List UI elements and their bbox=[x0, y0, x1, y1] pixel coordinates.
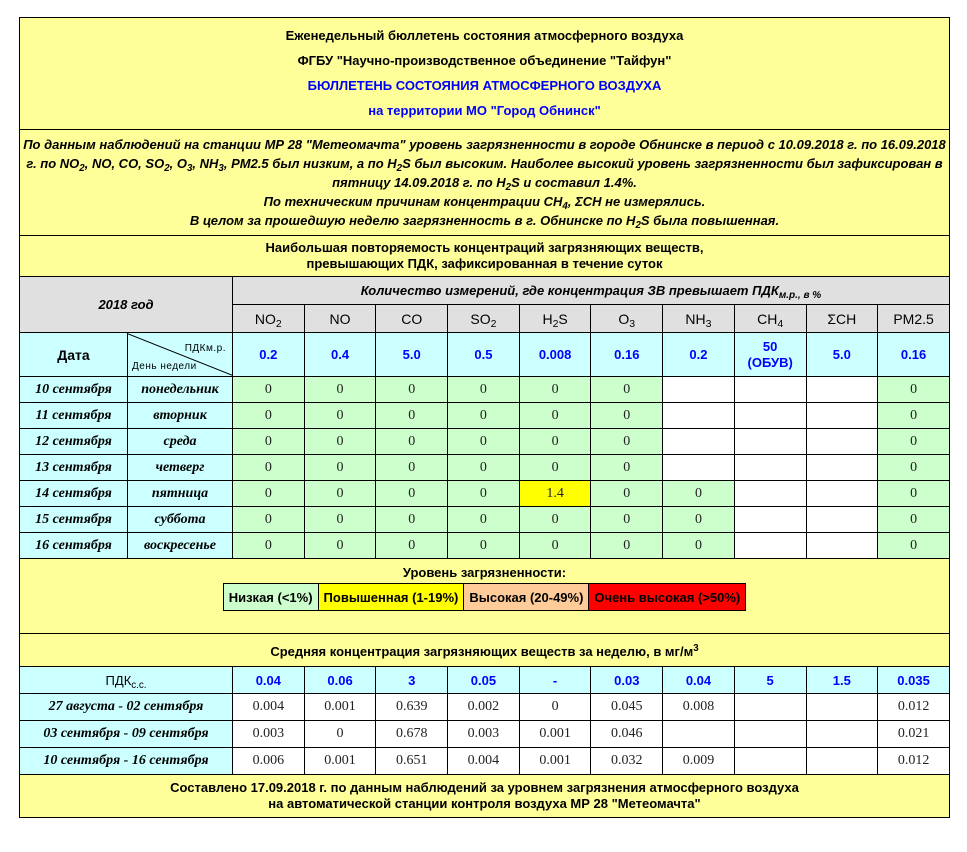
exceedance-value bbox=[734, 455, 806, 481]
exceedance-value: 0 bbox=[878, 455, 950, 481]
pdk-mr-number: 0.16 bbox=[900, 346, 927, 362]
average-value: 0.012 bbox=[878, 694, 950, 721]
average-value: 0.046 bbox=[591, 721, 663, 748]
diagonal-header-cell bbox=[128, 333, 233, 377]
exceedance-value: 0 bbox=[448, 481, 520, 507]
exceedance-value: 0 bbox=[376, 429, 448, 455]
exceedance-value: 0 bbox=[878, 403, 950, 429]
row-weekday: воскресенье bbox=[128, 533, 233, 559]
exceedance-value: 0 bbox=[233, 481, 305, 507]
exceedance-value: 0 bbox=[233, 403, 305, 429]
exceedance-value bbox=[806, 481, 878, 507]
exceedance-value: 0 bbox=[233, 429, 305, 455]
exceedance-value bbox=[734, 481, 806, 507]
exceedance-value bbox=[806, 533, 878, 559]
pdk-mr-number: 50 bbox=[762, 338, 778, 354]
average-value: 0.678 bbox=[376, 721, 448, 748]
legend-item: Повышенная (1-19%) bbox=[318, 584, 464, 611]
average-value bbox=[734, 721, 806, 748]
pdk-ss-value: 5 bbox=[734, 667, 806, 694]
pdk-ss-value: 3 bbox=[376, 667, 448, 694]
exceedance-value: 0 bbox=[304, 533, 376, 559]
pollutant-name: CH bbox=[757, 310, 778, 327]
pdk-ss-value: 0.04 bbox=[663, 667, 735, 694]
pollutant-name: ΣCH bbox=[827, 310, 857, 327]
pdk-mr-number: 0.008 bbox=[538, 346, 572, 362]
pollutant-header bbox=[734, 305, 806, 333]
exceedance-title-line-1: Наибольшая повторяемость концентраций загрязняющих веществ, bbox=[265, 240, 704, 255]
row-date: 10 сентября bbox=[20, 377, 128, 403]
row-date: 16 сентября bbox=[20, 533, 128, 559]
exceedance-value: 0 bbox=[233, 533, 305, 559]
footer-line-1: Составлено 17.09.2018 г. по данным наблюдений за уровнем загрязнения атмосферного воздуха bbox=[170, 780, 799, 795]
exceedance-value: 0 bbox=[591, 507, 663, 533]
exceedance-value: 0 bbox=[663, 533, 735, 559]
average-value bbox=[806, 694, 878, 721]
pollutant-subscript: 3 bbox=[705, 317, 712, 330]
average-value: 0.001 bbox=[519, 748, 591, 775]
pdk-mr-value bbox=[376, 333, 448, 377]
exceedance-value: 0 bbox=[591, 377, 663, 403]
pollutant-subscript: 3 bbox=[629, 317, 636, 330]
summary-paragraph-3: В целом за прошедшую неделю загрязненность в г. Обнинске по $H_2S$ была повышенная. bbox=[189, 213, 780, 231]
table-row bbox=[20, 748, 950, 775]
exceedance-value: 0 bbox=[233, 455, 305, 481]
exceedance-value bbox=[806, 507, 878, 533]
pollutant-header bbox=[663, 305, 735, 333]
pollutant-header bbox=[233, 305, 305, 333]
pollutant-name: NH bbox=[685, 310, 706, 327]
pdk-mr-value bbox=[519, 333, 591, 377]
exceedance-value: 0 bbox=[376, 481, 448, 507]
exceedance-value: 0 bbox=[233, 507, 305, 533]
exceedance-group-header: Количество измерений, где концентрация ЗВ превышает $ПДК_{м.р., в \%}$ bbox=[233, 277, 950, 305]
pdk-ss-value: 1.5 bbox=[806, 667, 878, 694]
pollutant-header bbox=[376, 305, 448, 333]
pdk-mr-value bbox=[448, 333, 520, 377]
average-value: 0.012 bbox=[878, 748, 950, 775]
exceedance-value bbox=[663, 403, 735, 429]
pdk-ss-value: 0.035 bbox=[878, 667, 950, 694]
exceedance-value bbox=[734, 377, 806, 403]
pdk-mr-number: 0.4 bbox=[330, 346, 350, 362]
table-row bbox=[20, 455, 950, 481]
exceedance-value: 0 bbox=[878, 507, 950, 533]
pollutant-name: CO bbox=[401, 310, 423, 327]
exceedance-value: 0 bbox=[519, 533, 591, 559]
exceedance-value: 0 bbox=[304, 377, 376, 403]
average-value: 0.639 bbox=[376, 694, 448, 721]
exceedance-title-line-2: превышающих ПДК, зафиксированная в течение суток bbox=[306, 256, 663, 271]
average-value bbox=[734, 748, 806, 775]
average-value bbox=[663, 721, 735, 748]
average-value: 0.001 bbox=[304, 748, 376, 775]
row-weekday: суббота bbox=[128, 507, 233, 533]
exceedance-value: 0 bbox=[376, 377, 448, 403]
header-organization: ФГБУ "Научно-производственное объединение "Тайфун" bbox=[297, 53, 672, 68]
pdk-mr-number: 0.5 bbox=[474, 346, 493, 362]
average-value: 0.004 bbox=[448, 748, 520, 775]
pollutant-header bbox=[878, 305, 950, 333]
exceedance-value: 0 bbox=[591, 403, 663, 429]
pdk-ss-label: $ПДК_{с.с.}$ bbox=[20, 667, 233, 694]
exceedance-value: 0 bbox=[448, 455, 520, 481]
exceedance-value: 0 bbox=[304, 507, 376, 533]
row-weekday: вторник bbox=[128, 403, 233, 429]
table-row bbox=[20, 533, 950, 559]
exceedance-value: 0 bbox=[519, 377, 591, 403]
exceedance-value bbox=[734, 533, 806, 559]
pdk-mr-number: 5.0 bbox=[402, 346, 421, 362]
legend-item: Низкая (<1%) bbox=[223, 584, 318, 611]
pollutant-name: H bbox=[542, 310, 553, 327]
exceedance-value: 0 bbox=[519, 507, 591, 533]
pdk-mr-value bbox=[878, 333, 950, 377]
average-value: 0.651 bbox=[376, 748, 448, 775]
average-value: 0.001 bbox=[519, 721, 591, 748]
pollutant-name: SO bbox=[470, 310, 491, 327]
exceedance-value: 0 bbox=[591, 481, 663, 507]
pdk-mr-value bbox=[806, 333, 878, 377]
row-date: 15 сентября bbox=[20, 507, 128, 533]
pdk-mr-value bbox=[663, 333, 735, 377]
exceedance-value bbox=[734, 507, 806, 533]
exceedance-value: 0 bbox=[663, 507, 735, 533]
exceedance-value bbox=[663, 377, 735, 403]
pdk-mr-number: 0.2 bbox=[689, 346, 708, 362]
legend-title: Уровень загрязненности: bbox=[402, 565, 567, 580]
exceedance-value: 0 bbox=[878, 481, 950, 507]
table-row bbox=[20, 721, 950, 748]
exceedance-value bbox=[663, 429, 735, 455]
date-header: Дата bbox=[20, 333, 128, 377]
exceedance-value: 0 bbox=[376, 403, 448, 429]
pollutant-subscript: 2 bbox=[490, 317, 497, 330]
pollutant-name: NO bbox=[329, 310, 351, 327]
exceedance-value bbox=[806, 429, 878, 455]
pdk-ss-value: 0.05 bbox=[448, 667, 520, 694]
table-row bbox=[20, 377, 950, 403]
table-row bbox=[20, 403, 950, 429]
summary-text bbox=[20, 130, 950, 236]
exceedance-value: 0 bbox=[376, 533, 448, 559]
exceedance-section-title bbox=[20, 236, 950, 277]
pdk-ss-value: 0.04 bbox=[233, 667, 305, 694]
pollutant-name: NO bbox=[254, 310, 276, 327]
footer-line-2: на автоматической станции контроля воздуха МР 28 "Метеомачта" bbox=[268, 796, 701, 811]
pollutant-subscript: 2 bbox=[275, 317, 282, 330]
pdk-mr-value bbox=[591, 333, 663, 377]
pollutant-header bbox=[448, 305, 520, 333]
average-value: 0 bbox=[519, 694, 591, 721]
pdk-ss-value: 0.03 bbox=[591, 667, 663, 694]
row-period: 10 сентября - 16 сентября bbox=[20, 748, 233, 775]
table-row bbox=[20, 507, 950, 533]
exceedance-value bbox=[806, 377, 878, 403]
average-section-title: Средняя концентрация загрязняющих веществ за неделю, в $мг/м^3$ bbox=[20, 634, 950, 667]
weekday-label: День недели bbox=[132, 361, 197, 372]
exceedance-value: 0 bbox=[304, 455, 376, 481]
row-weekday: среда bbox=[128, 429, 233, 455]
exceedance-value bbox=[663, 455, 735, 481]
average-value bbox=[806, 721, 878, 748]
exceedance-value: 0 bbox=[878, 377, 950, 403]
exceedance-value: 0 bbox=[878, 429, 950, 455]
row-date: 14 сентября bbox=[20, 481, 128, 507]
exceedance-value: 0 bbox=[304, 429, 376, 455]
pdk-ss-value: 0.06 bbox=[304, 667, 376, 694]
row-period: 27 августа - 02 сентября bbox=[20, 694, 233, 721]
row-date: 11 сентября bbox=[20, 403, 128, 429]
row-date: 13 сентября bbox=[20, 455, 128, 481]
exceedance-value bbox=[734, 403, 806, 429]
row-date: 12 сентября bbox=[20, 429, 128, 455]
exceedance-value: 0 bbox=[376, 455, 448, 481]
average-value: 0.003 bbox=[448, 721, 520, 748]
exceedance-value bbox=[806, 403, 878, 429]
exceedance-value: 0 bbox=[878, 533, 950, 559]
exceedance-value: 1.4 bbox=[519, 481, 591, 507]
exceedance-value: 0 bbox=[519, 455, 591, 481]
year-header: 2018 год bbox=[20, 277, 233, 333]
average-value: 0.009 bbox=[663, 748, 735, 775]
header-title: Еженедельный бюллетень состояния атмосферного воздуха bbox=[285, 28, 684, 43]
exceedance-value: 0 bbox=[519, 403, 591, 429]
pdk-mr-label: ПДКм.р. bbox=[184, 343, 226, 354]
pollutant-name: O bbox=[618, 310, 630, 327]
exceedance-value: 0 bbox=[448, 507, 520, 533]
exceedance-value: 0 bbox=[448, 533, 520, 559]
exceedance-value: 0 bbox=[304, 481, 376, 507]
average-value: 0.004 bbox=[233, 694, 305, 721]
row-period: 03 сентября - 09 сентября bbox=[20, 721, 233, 748]
pollutant-header bbox=[304, 305, 376, 333]
exceedance-value: 0 bbox=[448, 403, 520, 429]
average-value bbox=[734, 694, 806, 721]
pollutant-subscript: 2 bbox=[552, 317, 559, 330]
pdk-ss-value: - bbox=[519, 667, 591, 694]
row-weekday: понедельник bbox=[128, 377, 233, 403]
pdk-mr-note: (ОБУВ) bbox=[747, 354, 793, 370]
summary-paragraph-2: По техническим причинам концентрации $CH_4$, ΣCH не измерялись. bbox=[263, 194, 706, 212]
legend-item: Очень высокая (>50%) bbox=[589, 584, 746, 611]
bulletin bbox=[19, 17, 949, 818]
average-value: 0.001 bbox=[304, 694, 376, 721]
exceedance-value: 0 bbox=[304, 403, 376, 429]
header-bulletin-title: БЮЛЛЕТЕНЬ СОСТОЯНИЯ АТМОСФЕРНОГО ВОЗДУХА bbox=[307, 78, 662, 93]
exceedance-value: 0 bbox=[376, 507, 448, 533]
bulletin-table bbox=[19, 17, 950, 818]
pdk-mr-number: 0.2 bbox=[259, 346, 278, 362]
legend-item: Высокая (20-49%) bbox=[464, 584, 589, 611]
average-value: 0.006 bbox=[233, 748, 305, 775]
pollutant-header bbox=[519, 305, 591, 333]
pollutant-subscript: 4 bbox=[777, 317, 784, 330]
average-value: 0.008 bbox=[663, 694, 735, 721]
exceedance-value: 0 bbox=[448, 429, 520, 455]
exceedance-value: 0 bbox=[591, 455, 663, 481]
table-row bbox=[20, 481, 950, 507]
exceedance-value: 0 bbox=[519, 429, 591, 455]
bulletin-footer bbox=[20, 775, 950, 818]
header-territory: на территории МО "Город Обнинск" bbox=[368, 103, 601, 118]
bulletin-header bbox=[20, 18, 950, 130]
pollutant-name-tail: S bbox=[558, 310, 568, 327]
average-value bbox=[806, 748, 878, 775]
pdk-mr-value bbox=[233, 333, 305, 377]
pollutant-name: PM2.5 bbox=[893, 310, 934, 327]
pdk-mr-number: 0.16 bbox=[614, 346, 640, 362]
row-weekday: пятница bbox=[128, 481, 233, 507]
exceedance-value bbox=[806, 455, 878, 481]
average-value: 0 bbox=[304, 721, 376, 748]
pollutant-header bbox=[806, 305, 878, 333]
average-value: 0.003 bbox=[233, 721, 305, 748]
legend-table bbox=[223, 583, 747, 611]
table-row bbox=[20, 694, 950, 721]
pollution-level-legend bbox=[20, 559, 950, 634]
pollutant-header bbox=[591, 305, 663, 333]
exceedance-value: 0 bbox=[448, 377, 520, 403]
table-row bbox=[20, 429, 950, 455]
average-value: 0.002 bbox=[448, 694, 520, 721]
summary-paragraph-1: По данным наблюдений на станции МР 28 "Метеомачта" уровень загрязненности в городе Обнинске в период с 10.09.2018 г. по 16.09.2018 г. по $NO_2$, NO, CO, $SO_2$, $O_3$, $NH_3$, PM2.5 был низким, а по $H_2S$ был высоким. Наиболее высокий уровень загрязненности был зафиксирован в пятницу 14.09.2018 г. по $H_2S$ и составил 1.4%. bbox=[23, 137, 946, 193]
average-value: 0.032 bbox=[591, 748, 663, 775]
average-value: 0.021 bbox=[878, 721, 950, 748]
average-value: 0.045 bbox=[591, 694, 663, 721]
exceedance-value: 0 bbox=[591, 533, 663, 559]
pdk-mr-number: 5.0 bbox=[832, 346, 851, 362]
exceedance-value bbox=[734, 429, 806, 455]
exceedance-value: 0 bbox=[233, 377, 305, 403]
pdk-mr-value bbox=[734, 333, 806, 377]
exceedance-value: 0 bbox=[663, 481, 735, 507]
pdk-mr-value bbox=[304, 333, 376, 377]
row-weekday: четверг bbox=[128, 455, 233, 481]
exceedance-value: 0 bbox=[591, 429, 663, 455]
